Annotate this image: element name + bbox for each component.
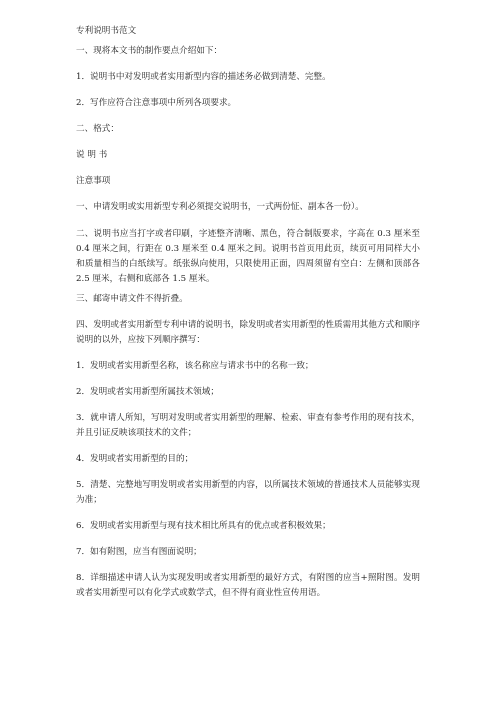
item-1: 1．发明或者实用新型名称，该名称应与请求书中的名称一致； — [76, 361, 314, 371]
item-8: 8．详细描述申请人认为实现发明或者实用新型的最好方式，有附图的应当+照附图。发明或者实用新型可以有化学式或数学式，但不得有商业性宣传用语。 — [76, 573, 420, 598]
section-two-heading: 二、格式： — [76, 124, 119, 134]
document-title: 专利说明书范文 — [76, 26, 137, 36]
item-2: 2．发明或者实用新型所属技术领域； — [76, 387, 219, 397]
item-4: 4．发明或者实用新型的目的； — [76, 454, 194, 464]
note-2: 二、说明书应当打字或者印刷，字迹整齐清晰、黑色，符合制版要求，字高在 0.3 厘米至 0.4 厘米之间，行距在 0.3 厘米至 0.4 厘米之间。说明书首页用此页，续页可用同样大小和质量相当的白纸续写。纸张纵向使用，只限使用正面，四周须留有空白：左侧和顶部各 2.5 厘米，右侧和底部各 1.5 厘米。 — [76, 229, 420, 284]
note-1: 一、申请发明或实用新型专利必须提交说明书，一式两份怔、副本各一份）。 — [76, 202, 364, 212]
note-3: 三、邮寄申请文件不得折叠。 — [76, 294, 188, 304]
note-4: 四、发明或者实用新型专利申请的说明书，除发明或者实用新型的性质需用其他方式和顺序说明的以外，应按下列顺序撰写： — [76, 320, 420, 345]
point-2: 2．写作应符合注意事项中所列各项要求。 — [76, 98, 237, 108]
point-1: 1．说明书中对发明或者实用新型内容的描述务必做到清楚、完整。 — [76, 72, 331, 82]
section-one-heading: 一、现将本文书的制作要点介绍如下： — [76, 46, 223, 56]
item-7: 7．如有附图，应当有图面说明； — [76, 547, 202, 557]
notes-heading: 注意事项 — [76, 176, 111, 186]
form-title: 说 明 书 — [76, 150, 108, 160]
item-6: 6．发明或者实用新型与现有技术相比所具有的优点或者积极效果； — [76, 521, 331, 531]
item-5: 5．清楚、完整地写明发明或者实用新型的内容，以所属技术领域的普通技术人员能够实现为准； — [76, 480, 420, 505]
item-3: 3．就申请人所知，写明对发明或者实用新型的理解、检索、审查有参考作用的现有技术，并且引证反映该项技术的文件； — [76, 413, 420, 438]
